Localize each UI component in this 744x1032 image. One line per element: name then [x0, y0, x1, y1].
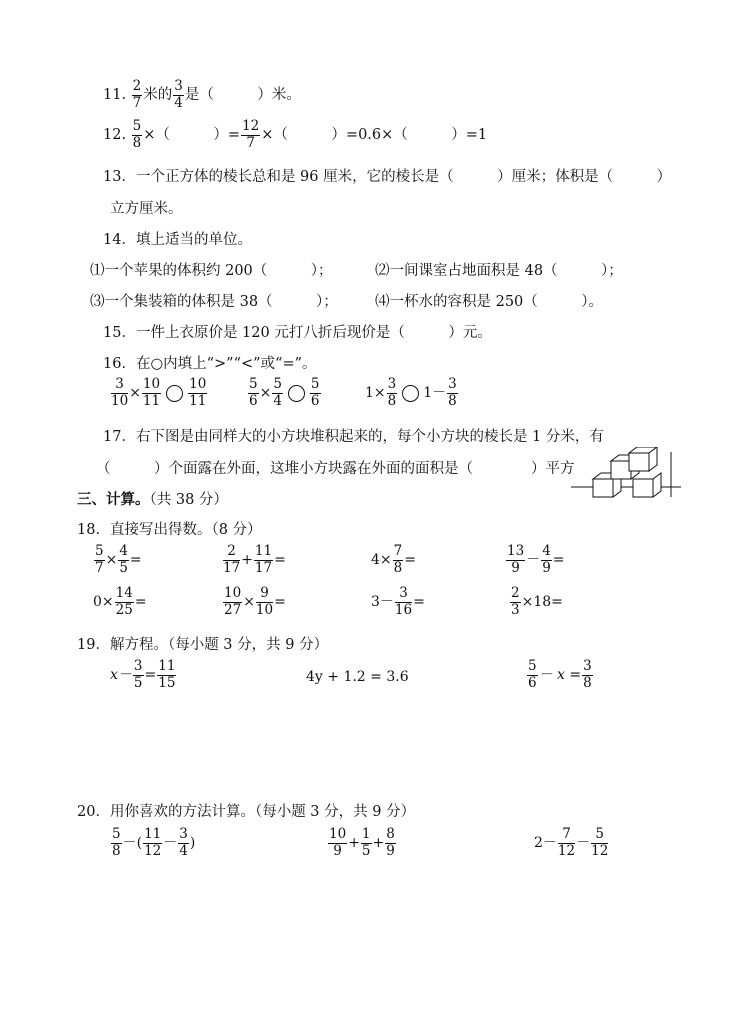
fraction: $\frac{3}{8}$	[448, 376, 457, 409]
fraction: $\frac{11}{15}$	[158, 658, 176, 691]
fraction: $\frac{5}{7}$	[95, 543, 104, 576]
fraction: $\frac{5}{6}$	[249, 376, 258, 409]
fraction: $\frac{2}{3}$	[511, 585, 520, 618]
fraction: $\frac{10}{9}$	[329, 826, 347, 859]
fraction: $\frac{5}{8}$	[132, 118, 142, 151]
q20-expression-3: 2－ $\frac{7}{12}$ － $\frac{5}{12}$	[534, 826, 609, 859]
question-14-item-4: ⑷一杯水的容积是 250（ ）。	[375, 294, 604, 310]
fraction: $\frac{4}{5}$	[119, 543, 128, 576]
fraction: $\frac{3}{10}$	[111, 376, 129, 409]
question-19-title: 19．解方程。（每小题 3 分，共 9 分）	[77, 637, 329, 653]
question-20-title: 20．用你喜欢的方法计算。（每小题 3 分，共 9 分）	[77, 804, 416, 820]
q16-expression-2: $\frac{5}{6}$ × $\frac{5}{4}$ $\frac{5}{6}$	[249, 376, 320, 409]
question-17-line-1: 17．右下图是由同样大的小方块堆积起来的，每个小方块的棱长是 1 分米，有	[103, 429, 604, 445]
fraction: $\frac{10}{11}$	[142, 376, 161, 409]
fraction: $\frac{5}{8}$	[112, 826, 121, 859]
fraction: $\frac{8}{9}$	[386, 826, 395, 859]
fraction: $\frac{3}{4}$	[174, 78, 183, 111]
fraction: $\frac{12}{7}$	[242, 118, 260, 151]
fraction: $\frac{11}{12}$	[144, 826, 162, 859]
fraction: $\frac{2}{7}$	[132, 78, 142, 111]
fraction: $\frac{13}{9}$	[507, 543, 525, 576]
compare-circle[interactable]	[402, 385, 419, 402]
q16-expression-3: 1× $\frac{3}{8}$ 1－ $\frac{3}{8}$	[365, 376, 457, 409]
fraction: $\frac{3}{5}$	[133, 658, 143, 691]
fraction: $\frac{1}{5}$	[361, 826, 371, 859]
question-13-line-1: 13．一个正方体的棱长总和是 96 厘米，它的棱长是（ ）厘米；体积是（ ）	[103, 169, 672, 185]
q20-expression-1: $\frac{5}{8}$ －( $\frac{11}{12}$ － $\frac{3}{4}$ )	[112, 826, 196, 859]
fraction: $\frac{9}{10}$	[255, 585, 274, 618]
question-14-item-1: ⑴一个苹果的体积约 200（ ）；	[90, 263, 333, 279]
question-15: 15．一件上衣原价是 120 元打八折后现价是（ ）元。	[103, 325, 492, 341]
q18-item-2: $\frac{2}{17}$ + $\frac{11}{17}$ =	[223, 543, 286, 576]
fraction: $\frac{3}{4}$	[179, 826, 188, 859]
compare-circle[interactable]	[288, 385, 305, 402]
fraction: $\frac{3}{8}$	[387, 376, 397, 409]
q18-item-3: 4× $\frac{7}{8}$ =	[371, 543, 416, 576]
fraction: $\frac{10}{11}$	[189, 376, 207, 409]
fraction: $\frac{3}{8}$	[583, 658, 592, 691]
question-16-title: 16．在○内填上“>”“<”或“=”。	[103, 356, 317, 372]
fraction: $\frac{4}{9}$	[542, 543, 551, 576]
question-14-item-2: ⑵一间课室占地面积是 48（ ）；	[375, 263, 623, 279]
q19-equation-2: 4y + 1.2 = 3.6	[306, 669, 409, 685]
fraction: $\frac{5}{6}$	[310, 376, 320, 409]
question-12: 12. $\frac{5}{8}$ ×（ ）= $\frac{12}{7}$ ×（ ）=0.6×（ ）=1	[103, 118, 488, 151]
fraction: $\frac{2}{17}$	[223, 543, 241, 576]
q19-equation-1: x－ $\frac{3}{5}$ = $\frac{11}{15}$	[110, 658, 176, 691]
fraction: $\frac{7}{12}$	[557, 826, 576, 859]
fraction: $\frac{3}{16}$	[394, 585, 413, 618]
q18-item-6: $\frac{10}{27}$ × $\frac{9}{10}$ =	[224, 585, 286, 618]
q18-item-5: 0× $\frac{14}{25}$ =	[93, 585, 147, 618]
compare-circle[interactable]	[166, 385, 183, 402]
question-13-line-2: 立方厘米。	[110, 201, 183, 217]
q18-item-8: $\frac{2}{3}$ ×18=	[511, 585, 563, 618]
cube-stack-figure	[571, 447, 681, 502]
fraction: $\frac{14}{25}$	[115, 585, 133, 618]
q18-item-7: 3－ $\frac{3}{16}$ =	[371, 585, 425, 618]
q20-expression-2: $\frac{10}{9}$ + $\frac{1}{5}$ + $\frac{8}{9}$	[329, 826, 395, 859]
section-3-heading: 三、计算。（共 38 分）	[77, 491, 228, 508]
fraction: $\frac{10}{27}$	[224, 585, 242, 618]
question-14-item-3: ⑶一个集装箱的体积是 38（ ）；	[90, 294, 338, 310]
q18-item-4: $\frac{13}{9}$ － $\frac{4}{9}$ =	[507, 543, 565, 576]
fraction: $\frac{5}{4}$	[273, 376, 282, 409]
question-11: 11. $\frac{2}{7}$ 米的 $\frac{3}{4}$ 是（ ）米。	[103, 78, 301, 111]
question-18-title: 18．直接写出得数。（8 分）	[77, 522, 262, 538]
q11-number: 11.	[103, 87, 127, 103]
q19-equation-3: $\frac{5}{6}$ － x = $\frac{3}{8}$	[528, 658, 592, 691]
q16-expression-1: $\frac{3}{10}$ × $\frac{10}{11}$ $\frac{10}{11}$	[111, 376, 207, 409]
fraction: $\frac{11}{17}$	[254, 543, 273, 576]
fraction: $\frac{5}{12}$	[591, 826, 609, 859]
fraction: $\frac{7}{8}$	[393, 543, 403, 576]
fraction: $\frac{5}{6}$	[528, 658, 537, 691]
question-14-title: 14．填上适当的单位。	[103, 232, 252, 248]
q18-item-1: $\frac{5}{7}$ × $\frac{4}{5}$ =	[95, 543, 142, 576]
question-17-line-2: （ ）个面露在外面，这堆小方块露在外面的面积是（ ）平方	[96, 461, 575, 477]
